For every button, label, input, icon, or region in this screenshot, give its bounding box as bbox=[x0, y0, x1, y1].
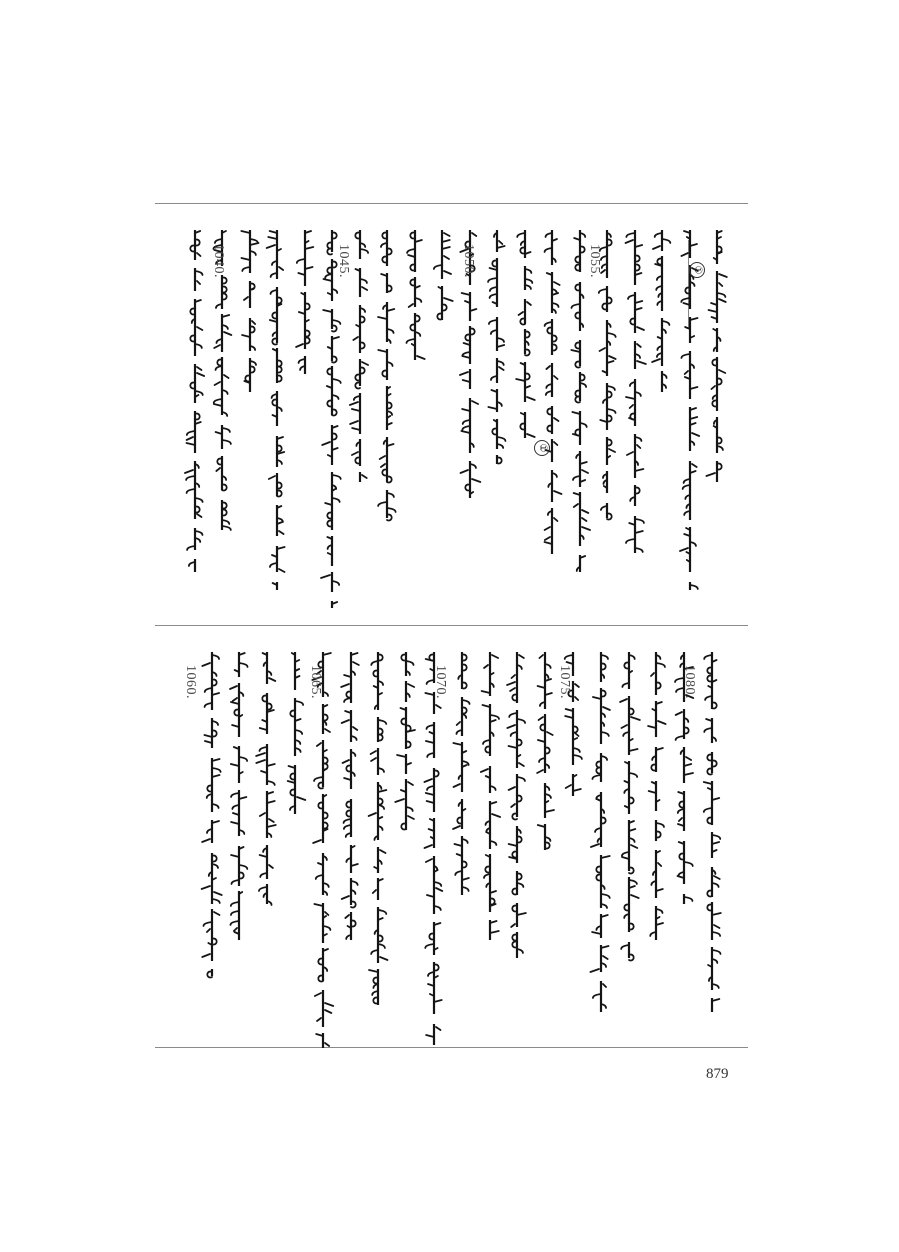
mongolian-text-column bbox=[376, 230, 398, 518]
mongolian-text-column bbox=[679, 230, 701, 590]
mongolian-text-column bbox=[645, 652, 667, 940]
mongolian-text-column bbox=[506, 652, 528, 958]
bottom-rule bbox=[155, 1047, 748, 1048]
mongolian-text-column bbox=[404, 230, 426, 374]
line-number: 1070. bbox=[433, 665, 448, 699]
mongolian-text-column bbox=[451, 652, 473, 904]
line-number: 1045. bbox=[336, 244, 351, 278]
mongolian-text-column bbox=[266, 230, 288, 590]
mongolian-text-column bbox=[367, 652, 389, 1012]
line-number: 1040. bbox=[211, 244, 226, 278]
mongolian-text-column bbox=[349, 230, 371, 482]
mongolian-text-column bbox=[340, 652, 362, 940]
mongolian-text-column bbox=[256, 652, 278, 904]
mongolian-text-column bbox=[184, 230, 206, 572]
page-number: 879 bbox=[706, 1066, 729, 1082]
mongolian-text-column bbox=[534, 652, 556, 850]
line-number: 1075. bbox=[557, 665, 572, 699]
mongolian-text-column bbox=[395, 652, 417, 832]
mongolian-text-column bbox=[294, 230, 316, 374]
mongolian-text-column bbox=[486, 230, 508, 464]
footnote-marker: ① bbox=[689, 262, 705, 278]
mongolian-text-column bbox=[701, 652, 723, 1012]
mongolian-text-column bbox=[624, 230, 646, 554]
mongolian-text-column bbox=[284, 652, 306, 814]
mongolian-text-column bbox=[228, 652, 250, 940]
mongolian-text-column bbox=[201, 652, 223, 976]
mongolian-text-column bbox=[706, 230, 728, 482]
mongolian-text-column bbox=[423, 652, 445, 1020]
line-number: 1080. bbox=[682, 665, 697, 699]
mongolian-text-column bbox=[321, 230, 343, 590]
top-rule bbox=[155, 203, 748, 204]
line-number: 1060. bbox=[183, 665, 198, 699]
mongolian-text-column bbox=[431, 230, 453, 320]
mongolian-text-column bbox=[239, 230, 261, 392]
mongolian-text-column bbox=[569, 230, 591, 572]
mongolian-text-column bbox=[651, 230, 673, 392]
middle-rule bbox=[155, 625, 748, 626]
mongolian-text-column bbox=[590, 652, 612, 1012]
mongolian-text-column bbox=[541, 230, 563, 554]
mongolian-text-column bbox=[514, 230, 536, 446]
line-number: 1050. bbox=[461, 244, 476, 278]
mongolian-text-column bbox=[312, 652, 334, 1020]
mongolian-text-column bbox=[618, 652, 640, 958]
mongolian-text-column bbox=[479, 652, 501, 940]
footnote-marker: ① bbox=[534, 440, 550, 456]
line-number: 1065. bbox=[308, 665, 323, 699]
line-number: 1055. bbox=[587, 244, 602, 278]
